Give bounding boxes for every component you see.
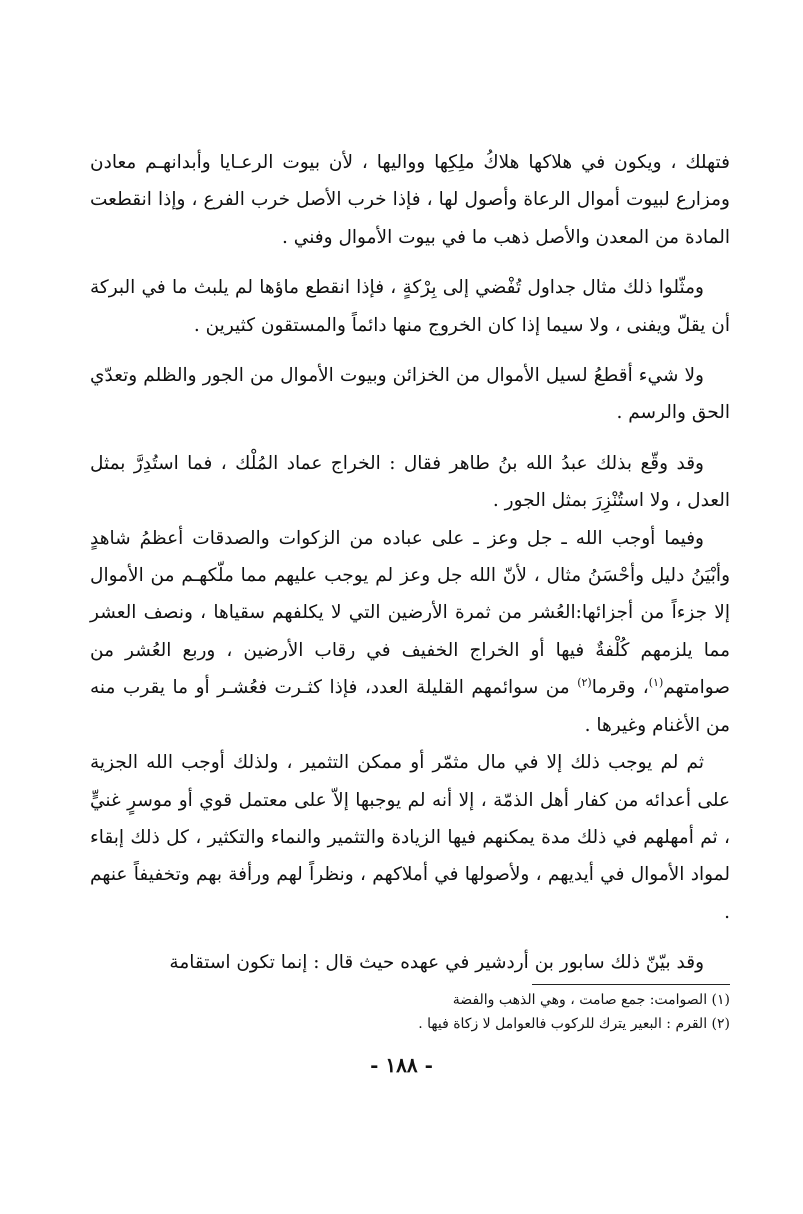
paragraph-5-text: وفيما أوجب الله ـ جل وعز ـ على عباده من الزكوات والصدقات أعظمُ شاهدٍ وأبْيَنُ دليل وأحْسَنُ مثال ، لأنّ الله جل وعز لم يوجب عليهم مما ملّكهـم من الأموال إلا جزءاً من أجزائها:العُشر من ثمرة الأرضين التي لا يكلفهم سقياها ، ونصف العشر مما يلزمهم كُلْفةٌ فيها أو الخراج الخفيف في رقاب الأرضين ، وربع العُشر من صوامتهم (90, 527, 730, 699)
paragraph-1: فتهلك ، ويكون في هلاكها هلاكُ ملِكِها وواليها ، لأن بيوت الرعـايا وأبدانهـم معادن ومزارع لبيوت أموال الرعاة وأصول لها ، فإذا خرب الأصل خرب الفرع ، وإذا انقطعت المادة من المعدن والأصل ذهب ما في بيوت الأموال وفني . (90, 152, 730, 248)
paragraph-4: وقد وقّع بذلك عبدُ الله بنُ طاهر فقال : الخراج عماد المُلْك ، فما استُدِرَّ بمثل العدل ، ولا استُنْزِرَ بمثل الجور . (90, 452, 730, 512)
body-text (90, 144, 730, 982)
paragraph-5 (90, 520, 730, 744)
footnote-2: (٢) القرم : البعير يترك للركوب فالعوامل لا زكاة فيها . (418, 1016, 730, 1032)
page-number: - ١٨٨ - (370, 1053, 433, 1077)
footnote-1: (١) الصوامت: جمع صامت ، وهي الذهب والفضة (452, 992, 730, 1008)
footnote-separator (532, 984, 730, 985)
paragraph-5-rest: من سوائمهم القليلة العدد، فإذا كثـرت فعُشـر أو ما يقرب منه من الأغنام وغيرها . (90, 677, 730, 736)
paragraph-5-middle: ، وقرما (591, 677, 649, 699)
paragraph-6: ثم لم يوجب ذلك إلا في مال مثمّر أو ممكن التثمير ، ولذلك أوجب الله الجزية على أعدائه من كفار أهل الذمّة ، إلا أنه لم يوجبها إلاّ على معتمل قوي أو موسرٍ غنيٍّ ، ثم أمهلهم في ذلك مدة يمكنهم فيها الزيادة والتثمير والنماء والتكثير ، كل ذلك إبقاء لمواد الأموال في أيديهم ، ولأصولها في أملاكهم ، ونظراً لهم ورأفة بهم وتخفيفاً عنهم . (90, 752, 730, 923)
paragraph-3: ولا شيء أقطعُ لسيل الأموال من الخزائن وبيوت الأموال من الجور والظلم وتعدّي الحق والرسم . (90, 365, 730, 424)
footnote-ref-2: (٢) (577, 676, 592, 690)
paragraph-7: وقد بيّنّ ذلك سابور بن أردشير في عهده حيث قال : إنما تكون استقامة (169, 952, 704, 974)
footnote-ref-1: (١) (648, 676, 664, 690)
footnotes (300, 988, 730, 1036)
paragraph-2: ومثّلوا ذلك مثال جداول تُفْضي إلى بِرْكةٍ ، فإذا انقطع ماؤها لم يلبث ما في البركة أن يقلّ ويفنى ، ولا سيما إذا كان الخروج منها دائماً والمستقون كثيرين . (90, 277, 730, 336)
